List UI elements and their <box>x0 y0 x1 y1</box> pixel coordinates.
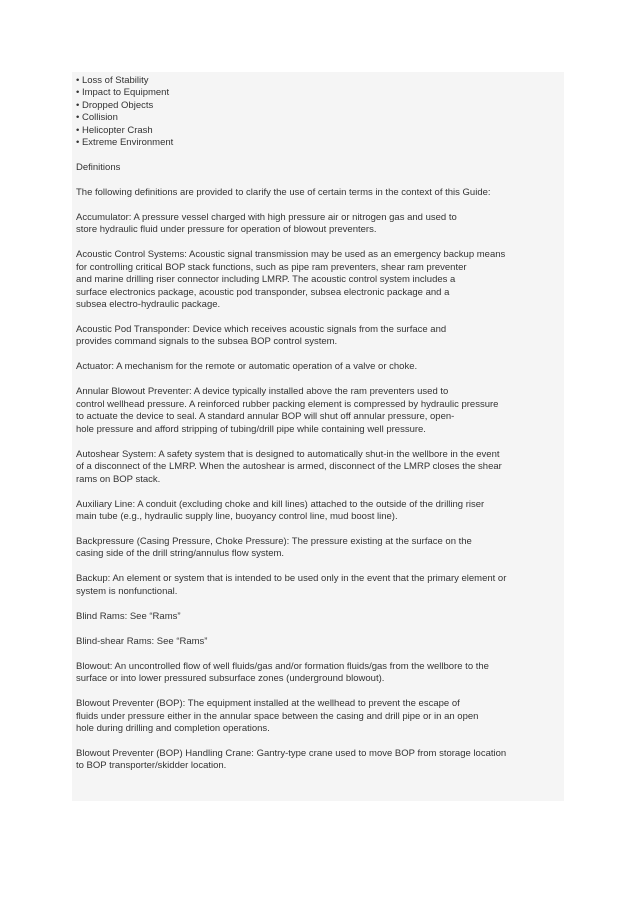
definition-paragraph <box>76 636 560 648</box>
definition-line: Blind-shear Rams: See “Rams” <box>76 635 208 647</box>
definition-line: main tube (e.g., hydraulic supply line, buoyancy control line, mud boost line). <box>76 510 398 522</box>
hazard-list-item: • Collision <box>76 112 118 124</box>
intro-paragraph: The following definitions are provided to clarify the use of certain terms in the context of this Guide: <box>76 187 491 199</box>
definition-line: Auxiliary Line: A conduit (excluding choke and kill lines) attached to the outside of the drilling riser <box>76 498 485 510</box>
definition-line: rams on BOP stack. <box>76 473 161 485</box>
definition-line: and marine drilling riser connector including LMRP. The acoustic control system includes a <box>76 274 456 286</box>
definition-line: surface electronics package, acoustic pod transponder, subsea electronic package and a <box>76 286 450 298</box>
definition-line: Actuator: A mechanism for the remote or automatic operation of a valve or choke. <box>76 361 418 373</box>
definition-line: Autoshear System: A safety system that is designed to automatically shut-in the wellbore in the event <box>76 448 500 460</box>
definition-line: Acoustic Pod Transponder: Device which receives acoustic signals from the surface and <box>76 324 447 336</box>
definition-paragraph <box>76 536 560 561</box>
definition-line: Annular Blowout Preventer: A device typically installed above the ram preventers used to <box>76 386 449 398</box>
definition-paragraph <box>76 499 560 524</box>
definition-paragraph <box>76 212 560 237</box>
definition-line: Backpressure (Casing Pressure, Choke Pressure): The pressure existing at the surface on the <box>76 535 472 547</box>
definition-line: hole during drilling and completion operations. <box>76 722 270 734</box>
definition-line: to BOP transporter/skidder location. <box>76 760 227 772</box>
definition-line: control wellhead pressure. A reinforced rubber packing element is compressed by hydraulic pressure <box>76 398 499 410</box>
definition-line: subsea electro-hydraulic package. <box>76 299 221 311</box>
definition-line: casing side of the drill string/annulus flow system. <box>76 548 285 560</box>
definition-line: Blowout Preventer (BOP): The equipment installed at the wellhead to prevent the escape of <box>76 698 460 710</box>
definition-line: Accumulator: A pressure vessel charged with high pressure air or nitrogen gas and used to <box>76 212 457 224</box>
definition-line: Acoustic Control Systems: Acoustic signal transmission may be used as an emergency backup means <box>76 249 506 261</box>
page-content <box>72 72 564 801</box>
definition-line: to actuate the device to seal. A standard annular BOP will shut off annular pressure, open- <box>76 411 455 423</box>
definition-paragraph <box>76 386 560 436</box>
definition-line: hole pressure and afford stripping of tubing/drill pipe while containing well pressure. <box>76 423 426 435</box>
definition-paragraph <box>76 249 560 311</box>
definitions-list <box>76 212 560 773</box>
definition-line: provides command signals to the subsea BOP control system. <box>76 336 338 348</box>
definition-line: fluids under pressure either in the annular space between the casing and drill pipe or in an open <box>76 710 479 722</box>
definition-line: surface or into lower pressured subsurface zones (underground blowout). <box>76 673 385 685</box>
definition-paragraph <box>76 661 560 686</box>
definition-line: system is nonfunctional. <box>76 585 178 597</box>
spacer <box>76 149 560 162</box>
hazard-list-item: • Impact to Equipment <box>76 87 170 99</box>
hazard-list-item: • Extreme Environment <box>76 137 174 149</box>
definition-paragraph <box>76 573 560 598</box>
definition-line: Blowout: An uncontrolled flow of well fluids/gas and/or formation fluids/gas from the wellbore to the <box>76 660 489 672</box>
hazard-list-item: • Loss of Stability <box>76 75 149 86</box>
definition-line: of a disconnect of the LMRP. When the autoshear is armed, disconnect of the LMRP closes the shear <box>76 461 502 473</box>
section-heading: Definitions <box>76 162 121 174</box>
hazard-list-item: • Dropped Objects <box>76 99 154 111</box>
definition-paragraph <box>76 698 560 735</box>
hazard-list-item: • Helicopter Crash <box>76 124 153 136</box>
definition-paragraph <box>76 611 560 623</box>
definition-paragraph <box>76 361 560 373</box>
definition-paragraph <box>76 748 560 773</box>
definition-line: Blind Rams: See “Rams” <box>76 610 181 622</box>
definition-paragraph <box>76 449 560 486</box>
definition-paragraph <box>76 324 560 349</box>
hazard-list <box>76 75 560 149</box>
definition-line: Backup: An element or system that is intended to be used only in the event that the primary element or <box>76 573 507 585</box>
definition-line: Blowout Preventer (BOP) Handling Crane: Gantry-type crane used to move BOP from storage location <box>76 747 507 759</box>
definition-line: for controlling critical BOP stack functions, such as pipe ram preventers, shear ram preventer <box>76 261 467 273</box>
definition-line: store hydraulic fluid under pressure for operation of blowout preventers. <box>76 224 377 236</box>
